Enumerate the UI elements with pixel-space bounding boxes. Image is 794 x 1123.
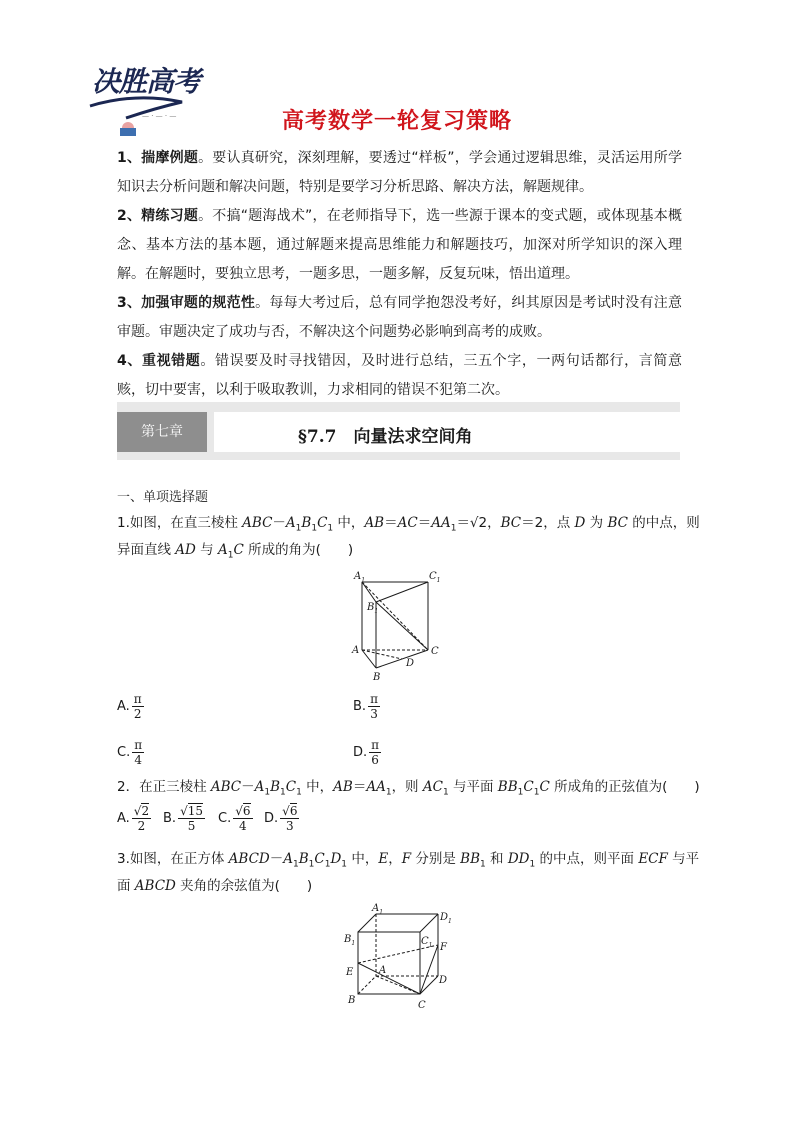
tip-4-head: 4、重视错题 [117,353,201,369]
q1-label-a: A [352,645,360,656]
strategy-tips [117,144,682,405]
q1-label-c: C [431,646,439,657]
q2-option-a[interactable]: A. $\frac{√2}{2}$ [117,804,150,833]
q1-label-b1: $B_1$ [367,602,379,615]
q3-label-d: D [439,975,448,986]
section-heading: 一、单项选择题 [117,490,209,505]
q3-label-c1: $C_1$ [421,936,433,949]
tip-1-body: 。要认真研究，深刻理解，要透过“样板”，学会通过逻辑思维，灵活运用所学知识去分析问题和解决问题，特别是要学习分析思路、解决方法，解题规律。 [117,150,682,195]
logo-brand-text: 决胜高考 [92,65,201,98]
q3-label-a1: $A_1$ [372,903,384,916]
q1-option-d[interactable]: D. $\frac{\pi}{6}$ [353,738,380,767]
tip-2-head: 2、精练习题 [117,208,199,224]
q2-option-b[interactable]: B. $\frac{√15}{5}$ [163,804,203,833]
q3-line-2: 面 ABCD 夹角的余弦值为( ) [117,878,313,894]
q1-option-a[interactable]: A. $\frac{\pi}{2}$ [117,692,142,721]
q1-option-b[interactable]: B. $\frac{\pi}{3}$ [353,692,378,721]
q3-cube-figure [336,902,456,1014]
tip-3-body: 。每每大考过后，总有同学抱怨没考好，纠其原因是考试时没有注意审题。审题决定了成功与否，不解决这个问题势必影响到高考的成败。 [117,295,683,340]
tip-2-body: 。不搞“题海战术”，在老师指导下，选一些源于课本的变式题，或体现基本概念、基本方法的基本题，通过解题来提高思维能力和解题技巧，加深对所学知识的深入理解。在解题时，要独立思考，一题多思，一题多解，反复玩味，悟出道理。 [117,208,682,282]
tip-2 [117,202,682,289]
q1-option-c[interactable]: C. $\frac{\pi}{4}$ [117,738,143,767]
q1-label-c1: $C_1$ [429,571,441,584]
q1-label-d: D [406,658,415,669]
tip-4 [117,347,682,405]
q2-option-c[interactable]: C. $\frac{√6}{4}$ [218,804,251,833]
tip-4-body: 。错误要及时寻找错因，及时进行总结，三五个字，一两句话都行，言简意赅，切中要害，以利于吸取教训，力求相同的错误不犯第二次。 [117,353,682,398]
q3-label-f: F [440,942,447,953]
logo-tagline: — · — · — [142,112,177,120]
q1-line-1: 1.如图，在直三棱柱 $ABC-A_1B_1C_1$ 中，$AB=AC=AA_1=√2$，BC＝2，点 D 为 BC 的中点，则 [117,515,700,534]
q3-line-1: 3.如图，在正方体 $ABCD-A_1B_1C_1D_1$ 中，E，F 分别是 $BB_1$ 和 $DD_1$ 的中点，则平面 ECF 与平 [117,851,700,870]
q3-label-d1: $D_1$ [440,912,452,925]
tip-1-head: 1、揣摩例题 [117,150,199,166]
chapter-tag: 第七章 [117,412,207,452]
q3-label-b: B [348,995,356,1006]
q1-label-b: B [373,672,381,683]
tip-3 [117,289,682,347]
q3-label-b1: $B_1$ [344,934,356,947]
section-title: §7.7 向量法求空间角 [298,427,473,447]
q3-label-c: C [418,1000,426,1011]
tip-1 [117,144,682,202]
q1-label-a1: $A_1$ [354,571,366,584]
tip-3-head: 3、加强审题的规范性 [117,295,256,311]
document-title: 高考数学一轮复习策略 [281,109,512,134]
q2-option-d[interactable]: D. $\frac{√6}{3}$ [264,804,298,833]
q1-line-2: 异面直线 AD 与 $A_1C$ 所成的角为( ) [117,542,354,561]
q1-prism-figure [346,568,446,684]
q3-label-a: A [379,965,387,976]
q2-line: 2．在正三棱柱 $ABC-A_1B_1C_1$ 中，$AB=AA_1$，则 $AC_1$ 与平面 $BB_1C_1C$ 所成角的正弦值为( ) [117,779,700,798]
q3-label-e: E [346,967,354,978]
